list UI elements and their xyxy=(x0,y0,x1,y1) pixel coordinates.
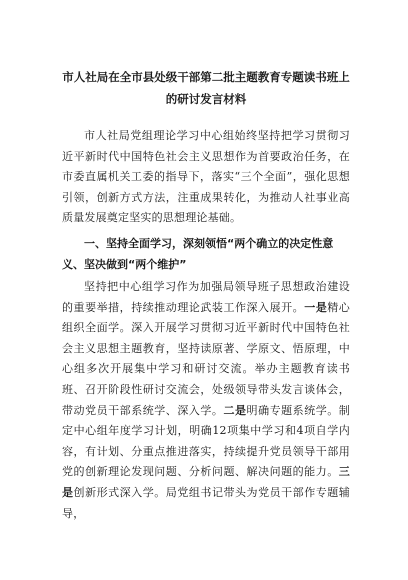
section-heading-1: 一、坚持全面学习，深刻领悟“两个确立的决定性意义、坚决做到“两个维护” xyxy=(62,236,334,271)
paragraph-text: 创新形式深入学。局党组书记带头为党员干部作专题辅导， xyxy=(62,485,350,520)
document-title xyxy=(62,66,350,110)
paragraph-text: 明确专题系统学。制定中心组年度学习计划，明确12项集中学习和4项自学内容，有计划、分重点推进落实，持续提升党员领导干部用党的创新理论发现问题、分析问题、解决问题的能力。 xyxy=(62,403,350,479)
enumerator-3: 三是 xyxy=(62,465,350,499)
enumerator-1: 一是 xyxy=(304,300,328,314)
title-line-2: 的研讨发言材料 xyxy=(165,92,247,106)
body-paragraph-2 xyxy=(62,277,350,524)
title-line-1: 市人社局在全市县处级干部第二批主题教育专题读书班上 xyxy=(62,70,350,84)
intro-paragraph: 市人社局党组理论学习中心组始终坚持把学习贯彻习近平新时代中国特色社会主义思想作为首要政治任务，在市委直属机关工委的指导下，落实“三个全面”，强化思想引领，创新方式方法，注重成果转化，为推动人社事业高质量发展奠定坚实的思想理论基础。 xyxy=(62,129,350,225)
paragraph-text: 精心组织全面学。深入开展学习贯彻习近平新时代中国特色社会主义思想主题教育，坚持读原著、学原文、悟原理，中心组多次开展集中学习和研讨交流。举办主题教育读书班、召开阶段性研讨交流会，处级领导带头发言谈体会，带动党员干部系统学、深入学。 xyxy=(62,300,350,417)
paragraph-text: 坚持把中心组学习作为加强局领导班子思想政治建设的重要举措，持续推动理论武装工作深入展开。 xyxy=(62,279,350,314)
enumerator-2: 二是 xyxy=(223,403,247,417)
